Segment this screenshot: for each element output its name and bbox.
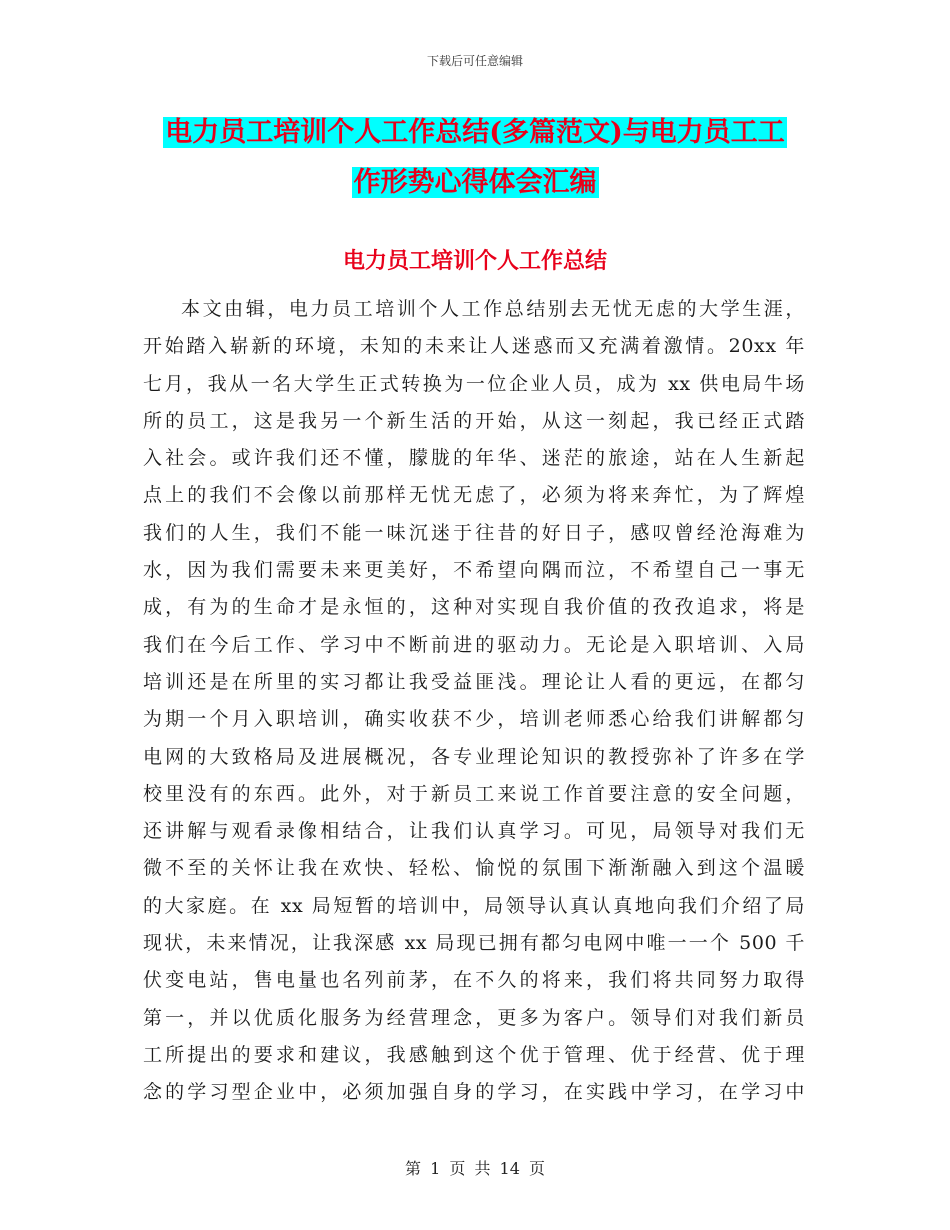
body-paragraph bbox=[143, 291, 805, 1112]
body-line: 伏变电站，售电量也名列前茅，在不久的将来，我们将共同努力取得 bbox=[143, 969, 805, 992]
body-line: 电网的大致格局及进展概况，各专业理论知识的教授弥补了许多在学 bbox=[143, 745, 805, 768]
body-line: 工所提出的要求和建议，我感触到这个优于管理、优于经营、优于理 bbox=[143, 1043, 805, 1066]
body-line: 微不至的关怀让我在欢快、轻松、愉悦的氛围下渐渐融入到这个温暖 bbox=[143, 857, 805, 880]
section-title: 电力员工培训个人工作总结 bbox=[342, 248, 607, 274]
body-line: 点上的我们不会像以前那样无忧无虑了，必须为将来奔忙，为了辉煌 bbox=[143, 484, 805, 507]
body-line: 现状，未来情况，让我深感 xx 局现已拥有都匀电网中唯一一个 500 千 bbox=[143, 932, 805, 955]
title-line-2: 作形势心得体会汇编 bbox=[353, 167, 597, 198]
body-line: 校里没有的东西。此外，对于新员工来说工作首要注意的安全问题， bbox=[143, 782, 805, 805]
body-line: 入社会。或许我们还不懂，朦胧的年华、迷茫的旅途，站在人生新起 bbox=[143, 447, 805, 470]
body-line: 念的学习型企业中，必须加强自身的学习，在实践中学习，在学习中 bbox=[143, 1081, 805, 1104]
body-line: 本文由辑，电力员工培训个人工作总结别去无忧无虑的大学生涯， bbox=[181, 298, 805, 320]
document-title bbox=[150, 108, 800, 208]
body-line: 我们的人生，我们不能一味沉迷于往昔的好日子，感叹曾经沧海难为 bbox=[143, 521, 805, 544]
body-line: 所的员工，这是我另一个新生活的开始，从这一刻起，我已经正式踏 bbox=[143, 409, 805, 432]
body-line: 的大家庭。在 xx 局短暂的培训中，局领导认真认真地向我们介绍了局 bbox=[143, 894, 805, 917]
body-line: 水，因为我们需要未来更美好，不希望向隅而泣，不希望自己一事无 bbox=[143, 559, 805, 582]
body-line: 成，有为的生命才是永恒的，这种对实现自我价值的孜孜追求，将是 bbox=[143, 596, 805, 619]
body-line: 还讲解与观看录像相结合，让我们认真学习。可见，局领导对我们无 bbox=[143, 820, 805, 843]
title-line-1: 电力员工培训个人工作总结(多篇范文)与电力员工工 bbox=[165, 117, 785, 148]
body-line: 为期一个月入职培训，确实收获不少，培训老师悉心给我们讲解都匀 bbox=[143, 708, 805, 731]
body-line: 开始踏入崭新的环境，未知的未来让人迷惑而又充满着激情。20xx 年 bbox=[143, 335, 805, 358]
header-note: 下载后可任意编辑 bbox=[426, 54, 523, 68]
page-footer: 第 1 页 共 14 页 bbox=[405, 1159, 545, 1178]
body-line: 我们在今后工作、学习中不断前进的驱动力。无论是入职培训、入局 bbox=[143, 633, 805, 656]
body-line: 第一，并以优质化服务为经营理念，更多为客户。领导们对我们新员 bbox=[143, 1006, 805, 1029]
body-line: 培训还是在所里的实习都让我受益匪浅。理论让人看的更远，在都匀 bbox=[143, 670, 805, 693]
body-line: 七月，我从一名大学生正式转换为一位企业人员，成为 xx 供电局牛场 bbox=[143, 372, 805, 395]
